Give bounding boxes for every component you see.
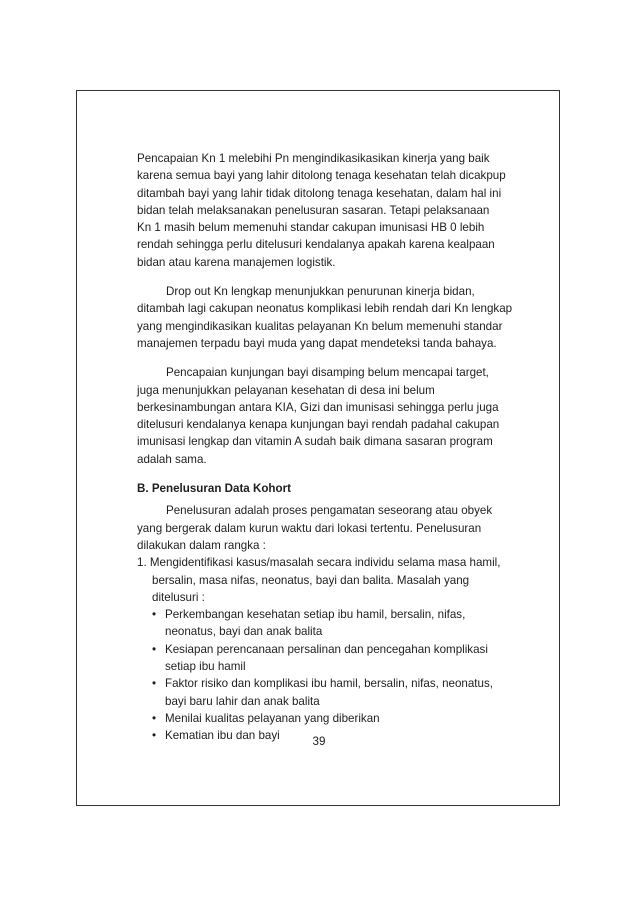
text-line: imunisasi lengkap dan vitamin A sudah baik dimana sasaran program (137, 435, 493, 449)
text-line: dilakukan dalam rangka : (137, 538, 266, 552)
bullet-text: Menilai kualitas pelayanan yang diberikan (165, 711, 380, 725)
bullet-text: Faktor risiko dan komplikasi ibu hamil, bersalin, nifas, neonatus, (165, 677, 493, 691)
bullet-text: Kesiapan perencanaan persalinan dan pencegahan komplikasi (165, 642, 488, 656)
text-line: ditambah lagi cakupan neonatus komplikasi lebih rendah dari Kn lengkap (137, 302, 513, 316)
text-line: yang bergerak dalam kurun waktu dari lokasi tertentu. Penelusuran (137, 521, 482, 535)
section-heading: B. Penelusuran Data Kohort (137, 482, 291, 496)
text-line: bidan telah melaksanakan penelusuran sasaran. Tetapi pelaksanaan (137, 203, 490, 217)
text-line: yang mengindikasikan kualitas pelayanan Kn belum memenuhi standar (137, 319, 503, 333)
bullet-dot-icon: • (152, 711, 157, 725)
numbered-item: 1. Mengidentifikasi kasus/masalah secara individu selama masa hamil, (137, 556, 501, 570)
text-line: Penelusuran adalah proses pengamatan seseorang atau obyek (166, 504, 493, 518)
text-line: ditambah bayi yang lahir tidak ditolong tenaga kesehatan, dalam hal ini (137, 186, 502, 200)
text-line: manajemen terpadu bayi muda yang dapat mendeteksi tanda bahaya. (137, 336, 497, 350)
text-line: Kn 1 masih belum memenuhi standar cakupan imunisasi HB 0 lebih (137, 221, 485, 235)
bullet-text: setiap ibu hamil (165, 660, 246, 674)
paragraph-drop-out (137, 283, 537, 352)
text-line: ditelusuri kendalanya kenapa kunjungan bayi rendah padahal cakupan (137, 418, 500, 432)
text-line: adalah sama. (137, 452, 207, 466)
bullet-item (137, 675, 537, 710)
bullet-list (137, 606, 537, 744)
bullet-dot-icon: • (152, 642, 157, 656)
bullet-item (137, 710, 537, 727)
bullet-first-line (137, 606, 537, 623)
bullet-dot-icon: • (152, 729, 157, 743)
bullet-dot-icon: • (152, 677, 157, 691)
text-line: Pencapaian Kn 1 melebihi Pn mengindikasikasikan kinerja yang baik (137, 152, 490, 165)
bullet-first-line (137, 710, 537, 727)
bullet-item (137, 641, 537, 676)
numbered-list (137, 554, 537, 744)
numbered-item-continuation: bersalin, masa nifas, neonatus, bayi dan balita. Masalah yang (152, 573, 470, 587)
bullet-text: bayi baru lahir dan anak balita (165, 694, 320, 708)
bullet-text: neonatus, bayi dan anak balita (165, 625, 323, 639)
page-number: 39 (312, 735, 326, 748)
text-line: bidan atau karena manajemen logistik. (137, 255, 336, 269)
text-line: karena semua bayi yang lahir ditolong tenaga kesehatan telah dicakpup (137, 169, 506, 183)
bullet-text: Kematian ibu dan bayi (165, 729, 280, 743)
text-line: Drop out Kn lengkap menunjukkan penurunan kinerja bidan, (166, 285, 475, 299)
bullet-item (137, 606, 537, 641)
bullet-first-line (137, 641, 537, 658)
paragraph-kn1 (137, 150, 537, 271)
text-line: berkesinambungan antara KIA, Gizi dan imunisasi sehingga perlu juga (137, 400, 499, 414)
text-line: rendah sehingga perlu ditelusuri kendalanya apakah karena kealpaan (137, 238, 495, 252)
text-line: juga menunjukkan pelayanan kesehatan di desa ini belum (137, 383, 435, 397)
paragraph-kunjungan-bayi (137, 364, 537, 468)
numbered-item-continuation: ditelusuri : (152, 590, 205, 604)
paragraph-penelusuran (137, 502, 537, 554)
bullet-first-line (137, 675, 537, 692)
document-body (137, 150, 537, 745)
bullet-dot-icon: • (152, 608, 157, 622)
text-line: Pencapaian kunjungan bayi disamping belum mencapai target, (166, 366, 489, 380)
bullet-text: Perkembangan kesehatan setiap ibu hamil, bersalin, nifas, (165, 608, 466, 622)
